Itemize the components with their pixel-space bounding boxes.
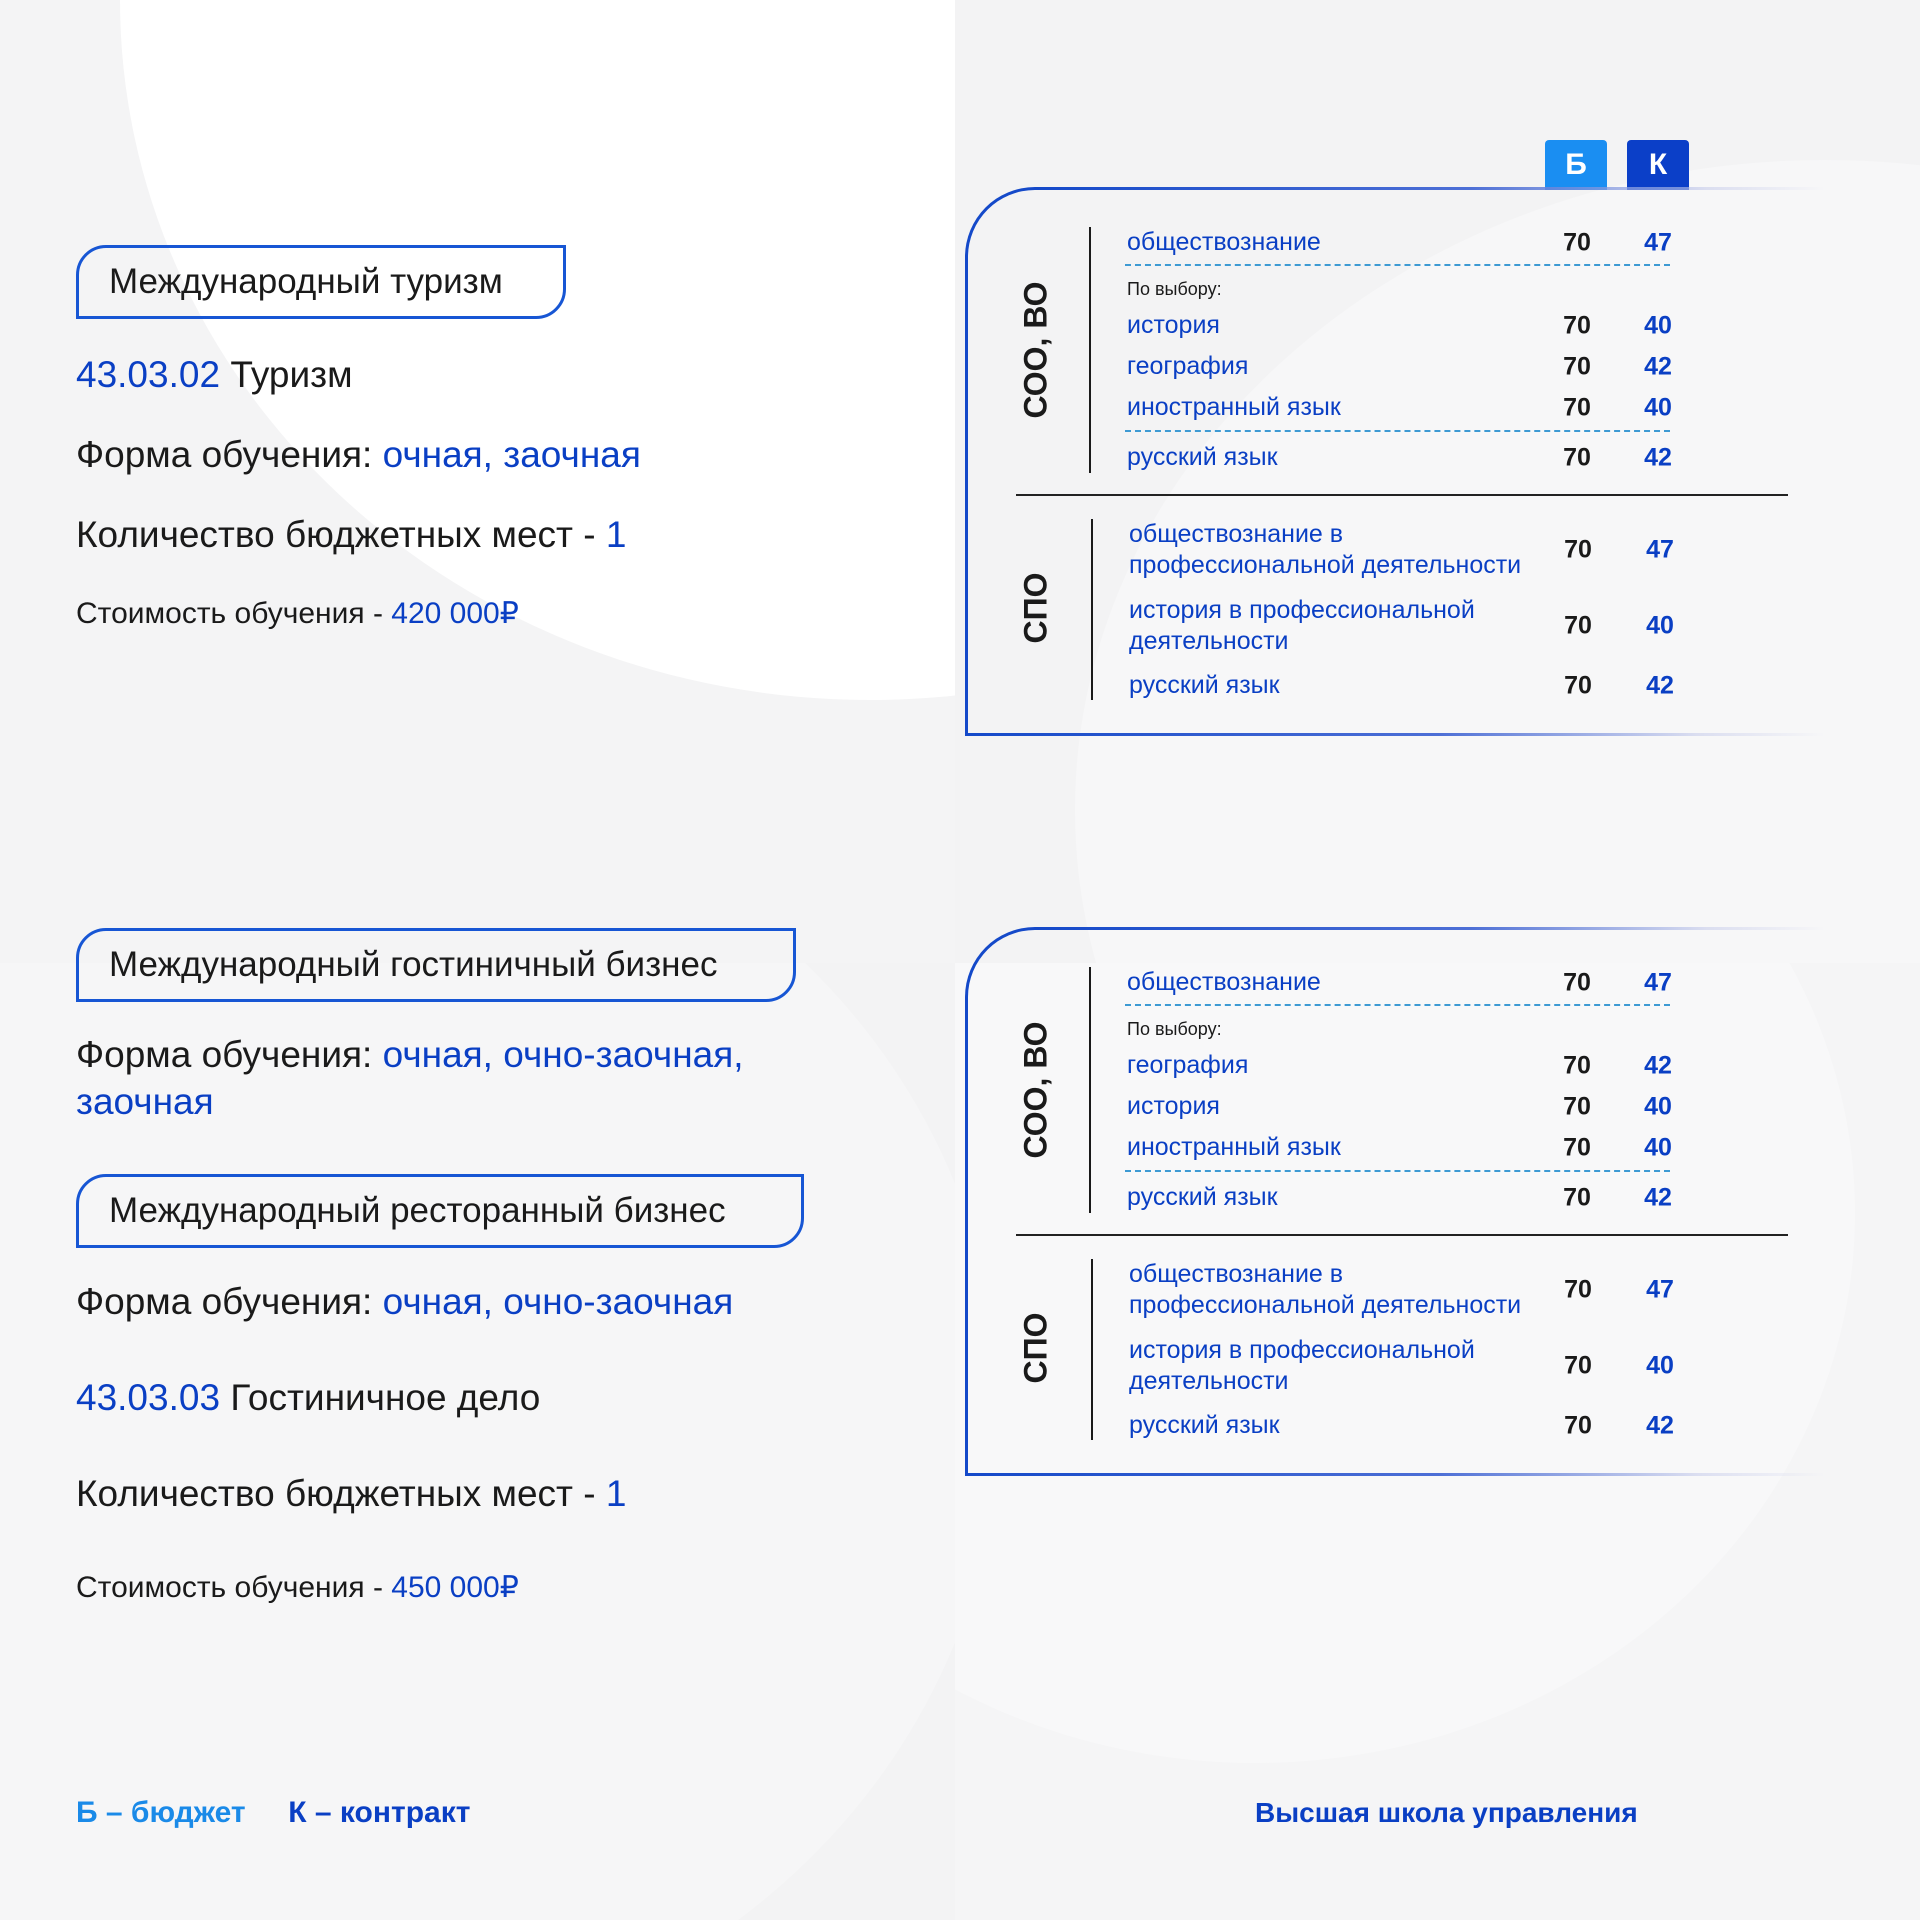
- contract-score: 47: [1644, 968, 1672, 997]
- budget-score: 70: [1564, 1411, 1592, 1440]
- frame-top-line: [1035, 927, 1825, 930]
- program-code-line: [76, 1377, 540, 1419]
- subject-name: география: [1127, 352, 1249, 380]
- contract-score: 42: [1644, 352, 1672, 381]
- contract-score: 47: [1646, 535, 1674, 564]
- subject-name: русский язык: [1129, 1411, 1280, 1439]
- budget-score: 70: [1564, 611, 1592, 640]
- contract-score: 40: [1646, 611, 1674, 640]
- subject-name: обществознание: [1127, 968, 1321, 996]
- contract-score: 40: [1646, 1351, 1674, 1380]
- legend: [76, 1796, 470, 1830]
- budget-score: 70: [1564, 535, 1592, 564]
- study-form-line: [76, 434, 641, 476]
- program-name: Гостиничное дело: [230, 1377, 541, 1418]
- cost-label: Стоимость обучения -: [76, 1571, 383, 1604]
- optional-subjects-label: По выбору:: [1127, 279, 1222, 299]
- frame-bottom-line: [965, 733, 1825, 736]
- contract-score: 47: [1646, 1275, 1674, 1304]
- program-title-text: Международный гостиничный бизнес: [109, 945, 718, 984]
- program-title-text: Международный ресторанный бизнес: [109, 1191, 726, 1230]
- cost-line: [76, 596, 519, 631]
- study-form-value: очная, очно-заочная,: [382, 1034, 744, 1075]
- row-separator-dashed: [1125, 430, 1670, 432]
- section-label-soo: СОО, ВО: [1017, 1021, 1054, 1159]
- program-code-line: [76, 354, 353, 396]
- subject-name: обществознание: [1127, 228, 1321, 256]
- budget-places-label: Количество бюджетных мест -: [76, 1473, 596, 1514]
- frame-top-line: [1035, 187, 1825, 190]
- subject-name: история: [1127, 1092, 1220, 1120]
- contract-score: 40: [1644, 393, 1672, 422]
- budget-places-label: Количество бюджетных мест -: [76, 514, 596, 555]
- budget-score: 70: [1564, 1351, 1592, 1380]
- contract-score: 42: [1644, 443, 1672, 472]
- study-form-label: Форма обучения:: [76, 1034, 373, 1075]
- subject-name-continued: профессиональной деятельности: [1129, 551, 1522, 579]
- cost-label: Стоимость обучения -: [76, 597, 383, 630]
- program-title-restaurant: [76, 1174, 804, 1248]
- budget-score: 70: [1563, 352, 1591, 381]
- section-label-soo: СОО, ВО: [1017, 281, 1054, 419]
- budget-score: 70: [1563, 1092, 1591, 1121]
- contract-score: 47: [1644, 228, 1672, 257]
- study-form-label: Форма обучения:: [76, 1281, 373, 1322]
- subject-name-continued: профессиональной деятельности: [1129, 1291, 1522, 1319]
- row-separator-dashed: [1125, 264, 1670, 266]
- subject-name: история: [1127, 311, 1220, 339]
- subject-name: русский язык: [1127, 443, 1278, 471]
- frame-bottom-line: [965, 1473, 1825, 1476]
- frame-left-line: [965, 998, 968, 1476]
- program-title-tourism: [76, 245, 566, 319]
- subject-name-continued: деятельности: [1129, 627, 1289, 655]
- program-code: 43.03.02: [76, 354, 221, 395]
- budget-score: 70: [1563, 393, 1591, 422]
- row-separator-dashed: [1125, 1004, 1670, 1006]
- section-label-spo: СПО: [1017, 1312, 1054, 1384]
- contract-score: 42: [1646, 671, 1674, 700]
- contract-score: 40: [1644, 311, 1672, 340]
- contract-score: 40: [1644, 1133, 1672, 1162]
- row-separator-dashed: [1125, 1170, 1670, 1172]
- budget-places-value: 1: [605, 514, 627, 555]
- budget-score: 70: [1563, 228, 1591, 257]
- subject-name: русский язык: [1129, 671, 1280, 699]
- study-form-label: Форма обучения:: [76, 434, 373, 475]
- subject-name: обществознание в: [1129, 520, 1344, 548]
- budget-score: 70: [1563, 1183, 1591, 1212]
- subject-name: история в профессиональной: [1129, 596, 1475, 624]
- budget-score: 70: [1563, 443, 1591, 472]
- background-arc: [120, 0, 955, 700]
- study-form-value-continued: заочная: [76, 1081, 214, 1122]
- subject-name-continued: деятельности: [1129, 1367, 1289, 1395]
- study-form-line: [76, 1034, 744, 1076]
- contract-score: 40: [1644, 1092, 1672, 1121]
- table-frame: [968, 930, 1828, 1476]
- subject-name: обществознание в: [1129, 1260, 1344, 1288]
- section-divider-horizontal: [1016, 1234, 1788, 1236]
- budget-score: 70: [1563, 1051, 1591, 1080]
- section-divider-vertical: [1091, 519, 1093, 700]
- cost-value: 450 000₽: [391, 1571, 519, 1604]
- background-top-left: [0, 0, 955, 963]
- budget-column-badge: Б: [1545, 140, 1607, 190]
- subject-name: история в профессиональной: [1129, 1336, 1475, 1364]
- program-code: 43.03.03: [76, 1377, 221, 1418]
- section-label-spo: СПО: [1017, 572, 1054, 644]
- contract-score: 42: [1644, 1051, 1672, 1080]
- section-divider-horizontal: [1016, 494, 1788, 496]
- subject-name: география: [1127, 1051, 1249, 1079]
- budget-score: 70: [1563, 311, 1591, 340]
- subject-name: иностранный язык: [1127, 393, 1341, 421]
- study-form-line: [76, 1281, 733, 1323]
- contract-column-badge: К: [1627, 140, 1689, 190]
- budget-score: 70: [1564, 671, 1592, 700]
- frame-left-line: [965, 258, 968, 736]
- section-divider-vertical: [1089, 967, 1091, 1213]
- contract-score: 42: [1644, 1183, 1672, 1212]
- optional-subjects-label: По выбору:: [1127, 1019, 1222, 1039]
- section-divider-vertical: [1089, 227, 1091, 473]
- budget-score: 70: [1563, 1133, 1591, 1162]
- budget-score: 70: [1564, 1275, 1592, 1304]
- study-form-value: очная, очно-заочная: [382, 1281, 734, 1322]
- subject-name: иностранный язык: [1127, 1133, 1341, 1161]
- budget-places-value: 1: [605, 1473, 627, 1514]
- program-title-hotel: [76, 928, 796, 1002]
- budget-places-line: [76, 514, 626, 556]
- cost-value: 420 000₽: [391, 597, 519, 630]
- study-form-value: очная, заочная: [382, 434, 641, 475]
- legend-contract: К – контракт: [288, 1796, 471, 1829]
- section-divider-vertical: [1091, 1259, 1093, 1440]
- program-title-text: Международный туризм: [109, 262, 503, 301]
- budget-places-line: [76, 1473, 626, 1515]
- legend-budget: Б – бюджет: [76, 1796, 246, 1829]
- subject-name: русский язык: [1127, 1183, 1278, 1211]
- contract-score: 42: [1646, 1411, 1674, 1440]
- table-frame: [968, 190, 1828, 736]
- budget-score: 70: [1563, 968, 1591, 997]
- school-name: Высшая школа управления: [1255, 1797, 1638, 1828]
- program-name: Туризм: [230, 354, 353, 395]
- cost-line: [76, 1570, 519, 1605]
